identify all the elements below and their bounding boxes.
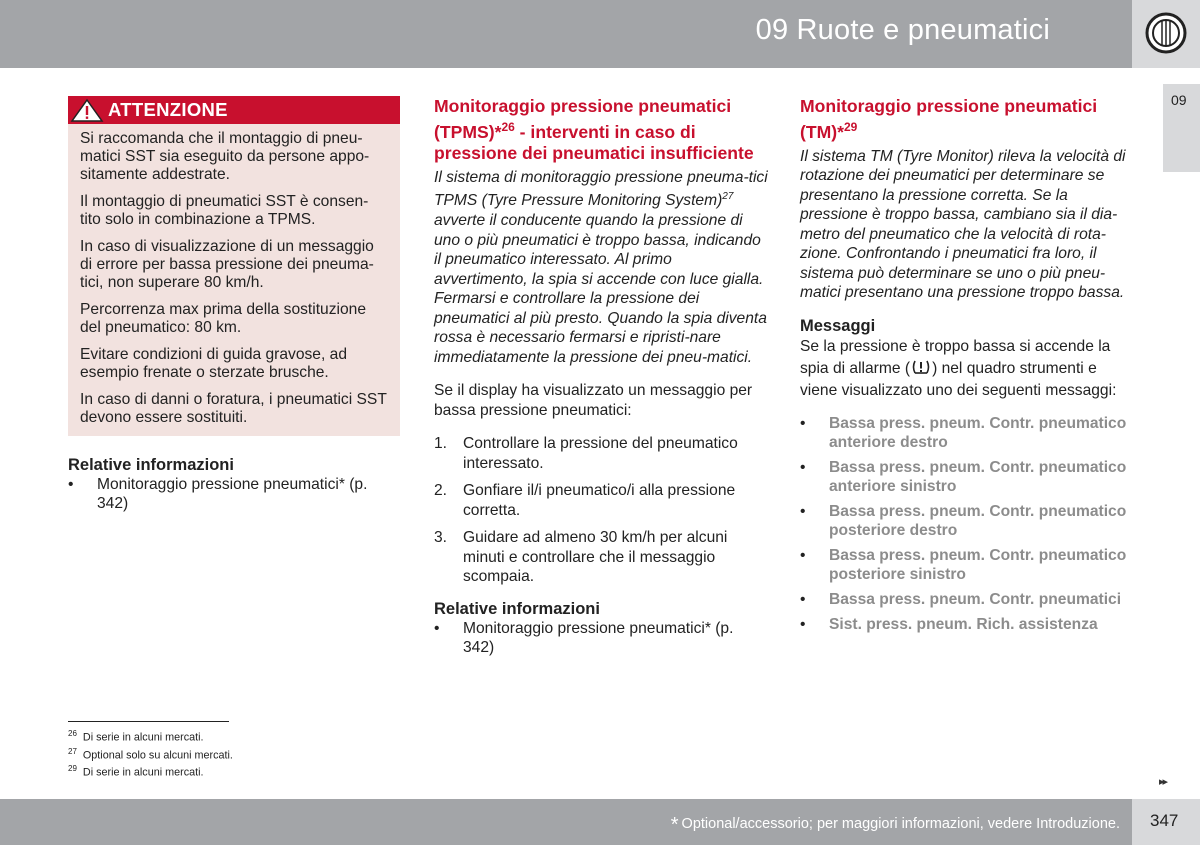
chapter-tab[interactable] — [1163, 84, 1200, 172]
tpms-section-heading: Monitoraggio pressione pneumatici (TPMS)*$^{26}$ - interventi in caso di pressione dei pneumatici insufficiente — [434, 96, 754, 163]
page-number: 347 — [1150, 811, 1179, 830]
message-item: • Bassa press. pneum. Contr. pneumatico posteriore sinistro — [800, 546, 1127, 583]
steps-list — [434, 434, 768, 587]
warning-title: ATTENZIONE — [108, 99, 228, 120]
message-item: • Bassa press. pneum. Contr. pneumatico posteriore destro — [800, 502, 1127, 539]
warning-paragraph: Si raccomanda che il montaggio di pneu-matici SST sia eseguito da persone appo-sitamente addestrate. — [80, 130, 370, 183]
right-column — [800, 96, 1135, 640]
messages-heading: Messaggi — [800, 316, 876, 335]
tyre-icon — [1132, 0, 1200, 68]
chapter-title: 09 Ruote e pneumatici — [755, 14, 1050, 46]
warning-header — [68, 96, 400, 124]
tpms-intro: Il sistema di monitoraggio pressione pneuma-tici TPMS (Tyre Pressure Monitoring System)$^{27}$ avverte il conducente quando la pressione di uno o più pneumatici è troppo bassa, indicando il pneumatico interessato. Al primo avvertimento, la spia si accende con luce gialla. Fermarsi e controllare la pressione dei pneumatici al più presto. Quando la spia diventa rossa è necessario fermarsi e ripristi-nare immediatamente la pressione dei pneu-matici. — [434, 168, 768, 366]
footer-note: * Optional/accessorio; per maggiori informazioni, vedere Introduzione. — [670, 814, 1120, 836]
related-heading: Relative informazioni — [434, 599, 600, 618]
footnote-divider — [68, 721, 229, 722]
related-link-text: Monitoraggio pressione pneumatici* (p. 342) — [97, 476, 368, 512]
warning-triangle-icon — [70, 98, 104, 123]
message-item: • Bassa press. pneum. Contr. pneumatico anteriore destro — [800, 414, 1127, 451]
related-heading: Relative informazioni — [68, 456, 234, 474]
chapter-tab-label: 09 — [1171, 92, 1187, 108]
tm-section-heading: Monitoraggio pressione pneumatici (TM)*$^{29}$ — [800, 96, 1098, 142]
footnote: $^{27}$ Optional solo su alcuni mercati. — [68, 746, 233, 762]
page-footer — [0, 799, 1132, 845]
step-item: 3. Guidare ad almeno 30 km/h per alcuni minuti e controllare che il messaggio scompaia. — [434, 529, 728, 586]
warning-box — [68, 96, 400, 436]
footnote-ref[interactable]: 27 — [722, 191, 734, 203]
left-column — [68, 96, 400, 513]
messages-text: Se la pressione è troppo bassa si accende la spia di allarme ( ) nel quadro strumenti e viene visualizzato uno dei seguenti messaggi: — [800, 337, 1117, 399]
footnote-ref[interactable]: 26 — [501, 120, 515, 134]
warning-paragraph: Percorrenza max prima della sostituzione del pneumatico: 80 km. — [80, 301, 367, 336]
messages-list — [800, 414, 1135, 634]
related-link[interactable]: • Monitoraggio pressione pneumatici* (p. 342) — [68, 476, 368, 512]
footnote-ref[interactable]: 29 — [843, 120, 858, 134]
continue-arrows-icon[interactable]: ▸▸ — [1159, 776, 1167, 788]
message-item: • Bassa press. pneum. Contr. pneumatico anteriore sinistro — [800, 458, 1127, 495]
footnotes — [68, 727, 233, 780]
header-icon-box — [1132, 0, 1200, 68]
message-item: • Sist. press. pneum. Rich. assistenza — [800, 615, 1098, 633]
warning-paragraph: Il montaggio di pneumatici SST è consen-tito solo in combinazione a TPMS. — [80, 193, 369, 228]
tyre-pressure-warning-icon — [910, 358, 932, 376]
middle-column — [434, 96, 768, 657]
related-link[interactable]: • Monitoraggio pressione pneumatici* (p. 342) — [434, 619, 734, 656]
related-list — [68, 475, 400, 513]
page-header — [0, 0, 1132, 68]
tm-intro: Il sistema TM (Tyre Monitor) rileva la velocità di rotazione dei pneumatici per determinare se presentano la pressione corretta. Se la pressione è troppo bassa, cambiano sia il dia-metro del pneumatico che la velocità di rota-zione. Confrontando i pneumatici fra loro, il sistema può determinare se uno o più pneu-matici presentano una pressione troppo bassa. — [800, 147, 1126, 302]
footnote: $^{29}$ Di serie in alcuni mercati. — [68, 764, 204, 779]
footnote: $^{26}$ Di serie in alcuni mercati. — [68, 729, 204, 744]
page-number-box — [1132, 799, 1200, 845]
tpms-paragraph: Se il display ha visualizzato un messaggio per bassa pressione pneumatici: — [434, 382, 753, 419]
related-list — [434, 619, 768, 657]
step-item: 2. Gonfiare il/i pneumatico/i alla pressione corretta. — [434, 482, 736, 519]
step-item: 1. Controllare la pressione del pneumatico interessato. — [434, 435, 738, 472]
related-link-text: Monitoraggio pressione pneumatici* (p. 342) — [463, 619, 734, 656]
message-item: • Bassa press. pneum. Contr. pneumatici — [800, 590, 1122, 608]
warning-paragraph: In caso di visualizzazione di un messaggio di errore per bassa pressione dei pneuma-tici, non superare 80 km/h. — [80, 238, 374, 291]
warning-paragraph: In caso di danni o foratura, i pneumatici SST devono essere sostituiti. — [80, 391, 387, 426]
warning-paragraph: Evitare condizioni di guida gravose, ad esempio frenate o sterzate brusche. — [80, 346, 347, 381]
